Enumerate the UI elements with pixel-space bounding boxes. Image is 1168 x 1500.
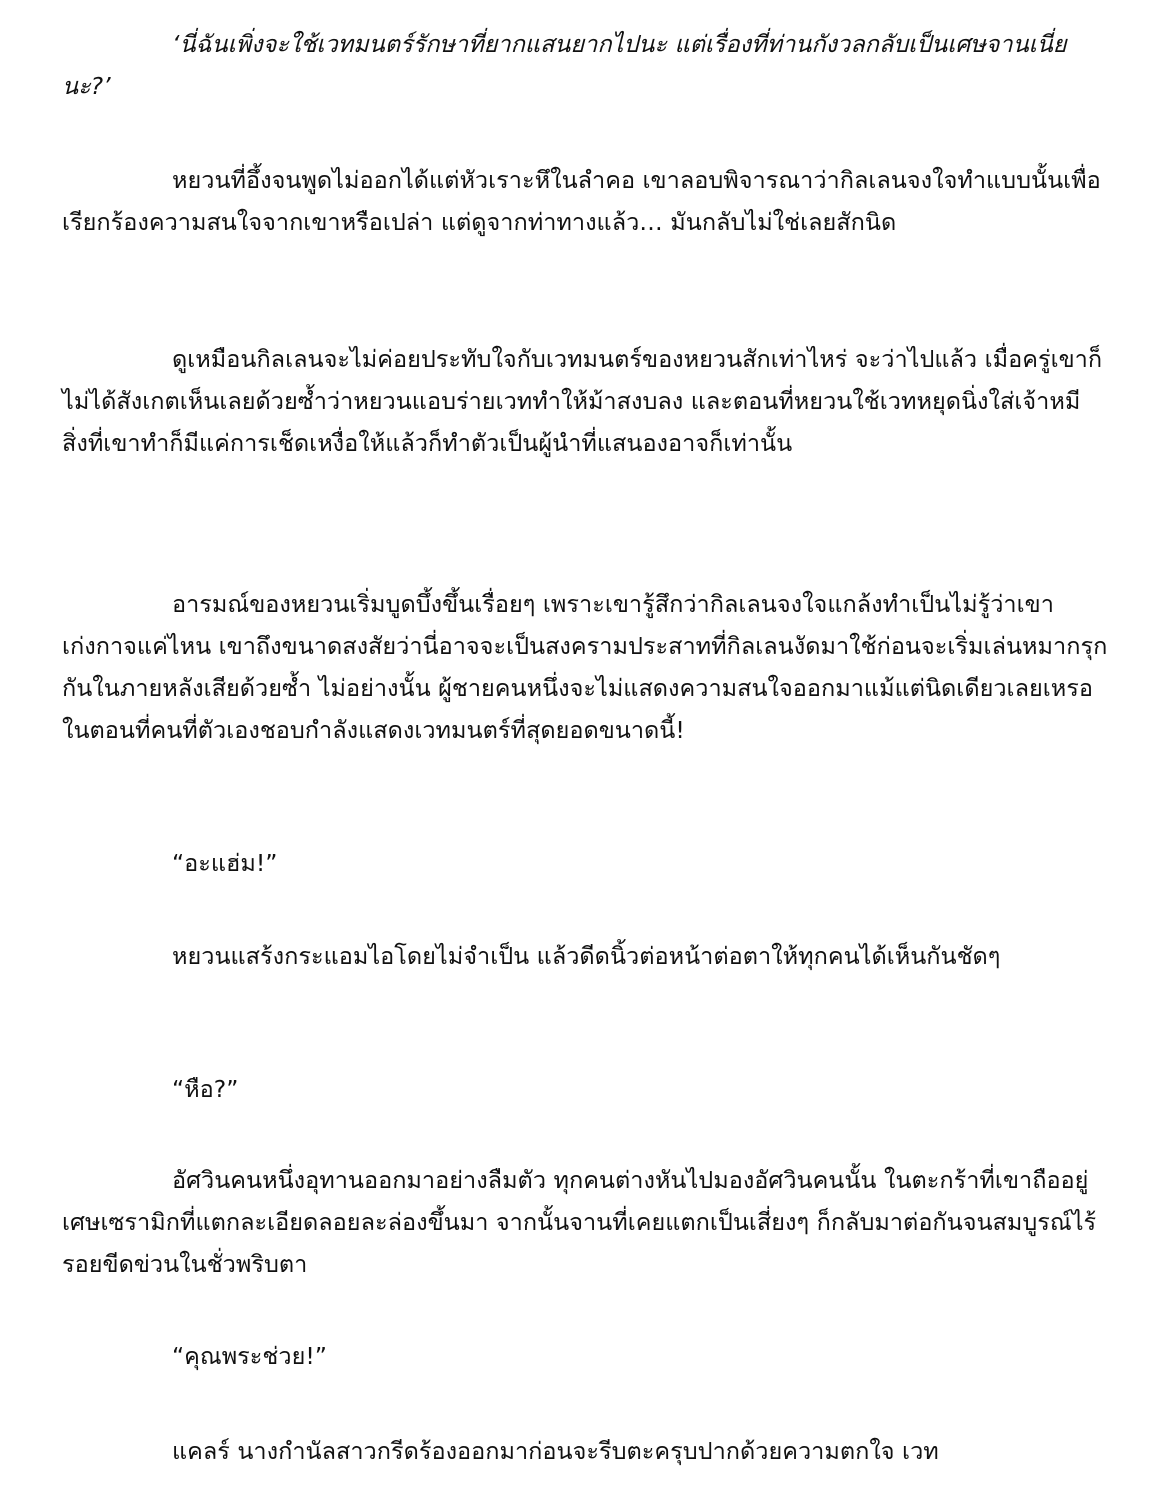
paragraph: แคลร์ นางกำนัลสาวกรีดร้องออกมาก่อนจะรีบตะครุบปากด้วยความตกใจ เวท	[172, 1437, 939, 1465]
paragraph: หยวนแสร้งกระแอมไอโดยไม่จำเป็น แล้วดีดนิ้วต่อหน้าต่อตาให้ทุกคนได้เห็นกันชัดๆ	[172, 942, 1001, 970]
paragraph: หยวนที่อึ้งจนพูดไม่ออกได้แต่หัวเราะหึในลำคอ เขาลอบพิจารณาว่ากิลเลนจงใจทำแบบนั้นเพื่อเรียกร้องความสนใจจากเขาหรือเปล่า แต่ดูจากท่าทางแล้ว… มันกลับไม่ใช่เลยสักนิด	[62, 166, 1101, 236]
paragraph: ดูเหมือนกิลเลนจะไม่ค่อยประทับใจกับเวทมนตร์ของหยวนสักเท่าไหร่ จะว่าไปแล้ว เมื่อครู่เขาก็ไม่ได้สังเกตเห็นเลยด้วยซ้ำว่าหยวนแอบร่ายเวททำให้ม้าสงบลง และตอนที่หยวนใช้เวทหยุดนิ่งใส่เจ้าหมี สิ่งที่เขาทำก็มีแค่การเช็ดเหงื่อให้แล้วก็ทำตัวเป็นผู้นำที่แสนองอาจก็เท่านั้น	[62, 345, 1103, 457]
paragraph: อัศวินคนหนึ่งอุทานออกมาอย่างลืมตัว ทุกคนต่างหันไปมองอัศวินคนนั้น ในตะกร้าที่เขาถืออยู่ เศษเซรามิกที่แตกละเอียดลอยละล่องขึ้นมา จากนั้นจานที่เคยแตกเป็นเสี่ยงๆ ก็กลับมาต่อกันจนสมบูรณ์ไร้รอยขีดข่วนในชั่วพริบตา	[62, 1166, 1097, 1278]
paragraph: ‘นี่ฉันเพิ่งจะใช้เวทมนตร์รักษาที่ยากแสนยากไปนะ แต่เรื่องที่ท่านกังวลกลับเป็นเศษจานเนี่ยนะ?’	[62, 30, 1067, 100]
paragraph: อารมณ์ของหยวนเริ่มบูดบึ้งขึ้นเรื่อยๆ เพราะเขารู้สึกว่ากิลเลนจงใจแกล้งทำเป็นไม่รู้ว่าเขาเก่งกาจแค่ไหน เขาถึงขนาดสงสัยว่านี่อาจจะเป็นสงครามประสาทที่กิลเลนงัดมาใช้ก่อนจะเริ่มเล่นหมากรุกกันในภายหลังเสียด้วยซ้ำ ไม่อย่างนั้น ผู้ชายคนหนึ่งจะไม่แสดงความสนใจออกมาแม้แต่นิดเดียวเลยเหรอ ในตอนที่คนที่ตัวเองชอบกำลังแสดงเวทมนตร์ที่สุดยอดขนาดนี้!	[62, 590, 1108, 744]
dialogue-line: “อะแฮ่ม!”	[172, 849, 278, 877]
dialogue-line: “คุณพระช่วย!”	[172, 1342, 327, 1370]
dialogue-line: “หือ?”	[172, 1075, 239, 1103]
